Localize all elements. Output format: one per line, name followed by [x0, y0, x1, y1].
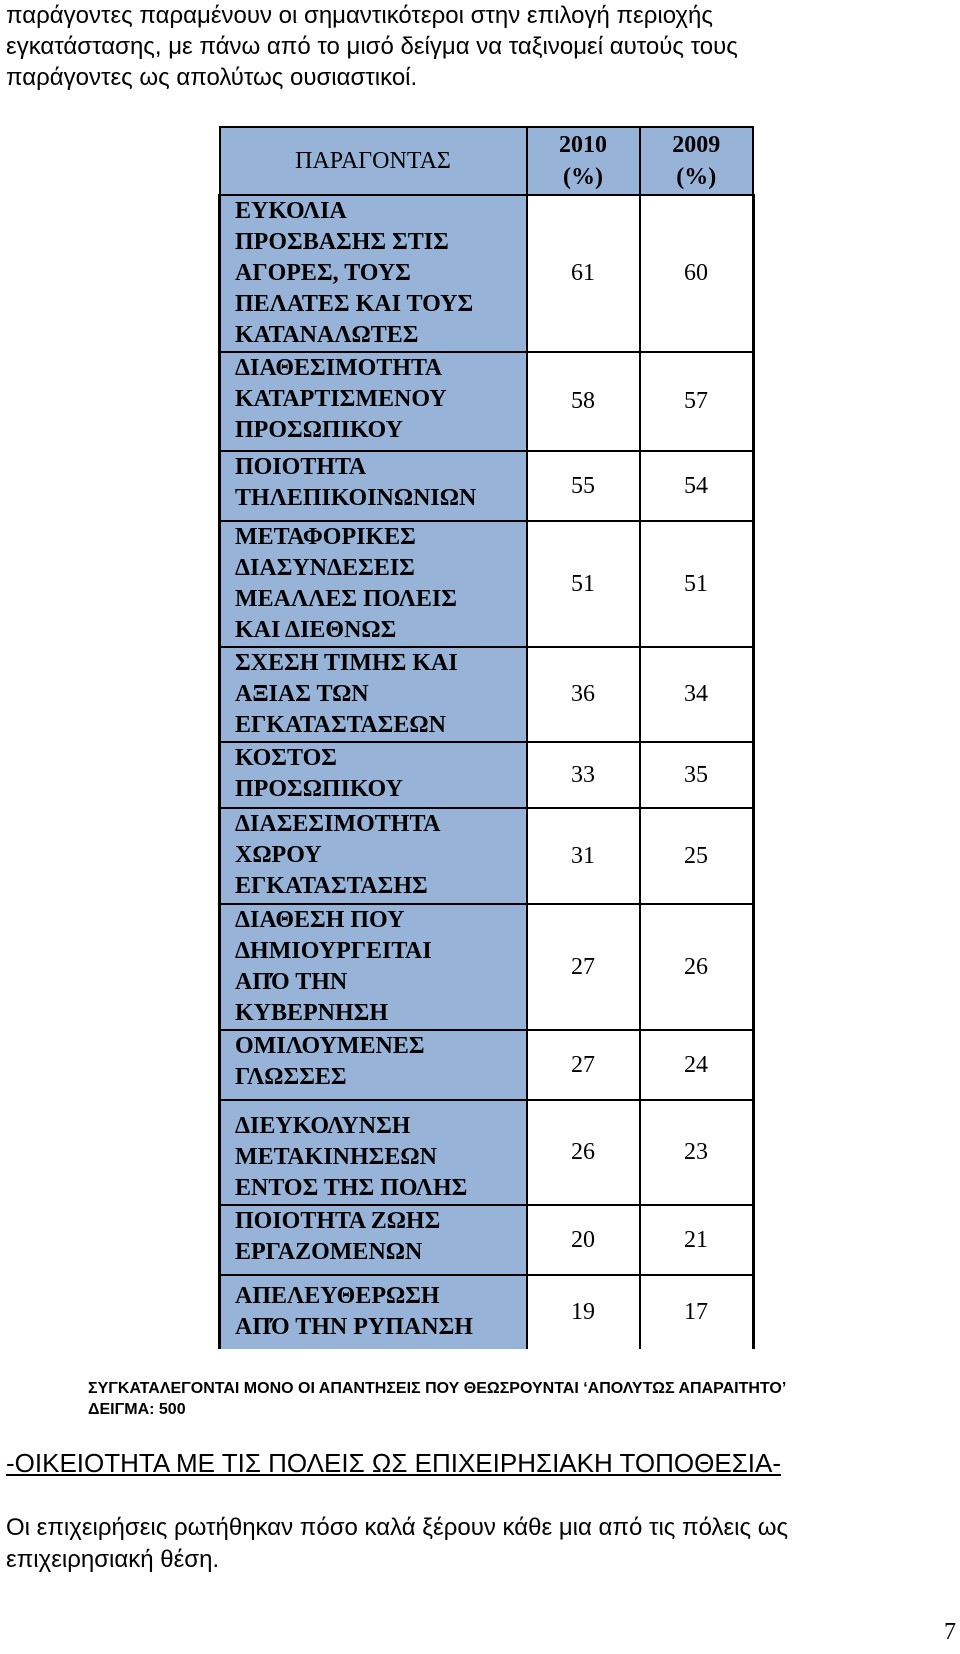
value-2009: 60 — [640, 195, 754, 352]
table-header-row — [220, 127, 754, 195]
value-2010: 31 — [527, 808, 640, 904]
factor-line: ΔΙΑΘΕΣΙΜΟΤΗΤΑ — [235, 355, 443, 381]
factor-line: ΕΡΓΑΖΟΜΕΝΩΝ — [235, 1239, 423, 1265]
factor-line: ΑΓΟΡΕΣ, ΤΟΥΣ — [235, 260, 411, 286]
factor-line: ΔΙΑΘΕΣΗ ΠΟΥ — [235, 907, 405, 933]
factor-cell — [220, 1030, 527, 1100]
value-2009: 35 — [640, 742, 754, 808]
factor-line: ΚΑΙ ΔΙΕΘΝΩΣ — [235, 617, 397, 643]
factor-line: ΓΛΩΣΣΕΣ — [235, 1064, 347, 1090]
table-footnote — [88, 1378, 948, 1420]
value-2009: 17 — [640, 1275, 754, 1349]
factor-line: ΤΗΛΕΠΙΚΟΙΝΩΝΙΩΝ — [235, 485, 477, 511]
value-2009: 54 — [640, 451, 754, 521]
value-2010: 19 — [527, 1275, 640, 1349]
header-2009-year: 2009 — [672, 132, 721, 158]
factor-line: ΠΟΙΟΤΗΤΑ — [235, 454, 367, 480]
factor-line: ΕΓΚΑΤΑΣΤΑΣΕΩΝ — [235, 712, 446, 738]
header-2010-unit: (%) — [563, 164, 603, 190]
factor-cell — [220, 808, 527, 904]
factor-line: ΚΑΤΑΡΤΙΣΜΕΝΟΥ — [235, 386, 447, 412]
factor-line: ΑΠΌ ΤΗΝ ΡΥΠΑΝΣΗ — [235, 1314, 473, 1340]
body-line: επιχειρησιακή θέση. — [6, 1546, 220, 1573]
factor-cell — [220, 904, 527, 1030]
factor-line: ΑΠΌ ΤΗΝ — [235, 969, 348, 995]
value-2010: 33 — [527, 742, 640, 808]
header-2009 — [640, 127, 754, 195]
factor-line: ΑΠΕΛΕΥΘΕΡΩΣΗ — [235, 1283, 440, 1309]
factor-line: ΠΟΙΟΤΗΤΑ ΖΩΗΣ — [235, 1208, 441, 1234]
value-2010: 20 — [527, 1205, 640, 1275]
factor-line: ΚΑΤΑΝΑΛΩΤΕΣ — [235, 322, 419, 348]
section-title: -ΟΙΚΕΙΟΤΗΤΑ ΜΕ ΤΙΣ ΠΟΛΕΙΣ ΩΣ ΕΠΙΧΕΙΡΗΣΙΑΚΗ ΤΟΠΟΘΕΣΙΑ- — [6, 1448, 781, 1478]
table-row — [220, 352, 754, 451]
intro-paragraph — [6, 0, 936, 93]
location-factors-table — [218, 126, 755, 1349]
table-row — [220, 1030, 754, 1100]
factor-line: ΔΗΜΙΟΥΡΓΕΙΤΑΙ — [235, 938, 432, 964]
factor-line: ΠΡΟΣΒΑΣΗΣ ΣΤΙΣ — [235, 229, 449, 255]
factor-line: ΑΞΙΑΣ ΤΩΝ — [235, 681, 369, 707]
factor-line: ΚΟΣΤΟΣ — [235, 745, 337, 771]
factor-line: ΠΡΟΣΩΠΙΚΟΥ — [235, 417, 403, 443]
factor-line: ΕΥΚΟΛΙΑ — [235, 198, 347, 224]
factor-line: ΔΙΕΥΚΟΛΥΝΣΗ — [235, 1113, 411, 1139]
factor-line: ΔΙΑΣΥΝΔΕΣΕΙΣ — [235, 555, 415, 581]
factor-line: ΠΕΛΑΤΕΣ ΚΑΙ ΤΟΥΣ — [235, 291, 474, 317]
value-2009: 23 — [640, 1100, 754, 1205]
page-number: 7 — [944, 1619, 956, 1645]
factor-cell — [220, 521, 527, 647]
table-row — [220, 195, 754, 352]
table-row — [220, 1100, 754, 1205]
sample-size: ΔΕΙΓΜΑ: 500 — [88, 1401, 186, 1418]
value-2010: 58 — [527, 352, 640, 451]
factor-line: ΠΡΟΣΩΠΙΚΟΥ — [235, 776, 403, 802]
factor-cell — [220, 352, 527, 451]
factor-line: ΜΕΤΑΚΙΝΗΣΕΩΝ — [235, 1144, 437, 1170]
factor-line: ΟΜΙΛΟΥΜΕΝΕΣ — [235, 1033, 425, 1059]
header-2010-year: 2010 — [559, 132, 607, 158]
intro-line: παράγοντες παραμένουν οι σημαντικότεροι στην επιλογή περιοχής — [6, 2, 713, 29]
body-paragraph — [6, 1512, 936, 1576]
table-row — [220, 647, 754, 742]
value-2010: 36 — [527, 647, 640, 742]
value-2010: 26 — [527, 1100, 640, 1205]
value-2009: 57 — [640, 352, 754, 451]
intro-line: παράγοντες ως απολύτως ουσιαστικοί. — [6, 64, 418, 91]
table-row — [220, 904, 754, 1030]
value-2009: 24 — [640, 1030, 754, 1100]
table-row — [220, 808, 754, 904]
value-2009: 26 — [640, 904, 754, 1030]
value-2010: 61 — [527, 195, 640, 352]
table-row — [220, 521, 754, 647]
factor-line: ΚΥΒΕΡΝΗΣΗ — [235, 1000, 389, 1026]
value-2010: 55 — [527, 451, 640, 521]
header-factor: ΠΑΡΑΓΟΝΤΑΣ — [220, 127, 527, 195]
factor-cell — [220, 1275, 527, 1349]
value-2009: 25 — [640, 808, 754, 904]
value-2009: 51 — [640, 521, 754, 647]
table-row — [220, 1205, 754, 1275]
intro-line: εγκατάστασης, με πάνω από το μισό δείγμα να ταξινομεί αυτούς τους — [6, 33, 738, 60]
header-2010 — [527, 127, 640, 195]
factor-cell — [220, 451, 527, 521]
value-2009: 34 — [640, 647, 754, 742]
table-row — [220, 451, 754, 521]
footnote-line: ΣΥΓΚΑΤΑΛΕΓΟΝΤΑΙ ΜΟΝΟ ΟΙ ΑΠΑΝΤΗΣΕΙΣ ΠΟΥ ΘΕΩΣΡΟΥΝΤΑΙ ‘ΑΠΟΛΥΤΩΣ ΑΠΑΡΑΙΤΗΤΟ’ — [88, 1380, 787, 1397]
factor-cell — [220, 647, 527, 742]
factor-line: ΣΧΕΣΗ ΤΙΜΗΣ ΚΑΙ — [235, 650, 458, 676]
factor-cell — [220, 1100, 527, 1205]
body-line: Οι επιχειρήσεις ρωτήθηκαν πόσο καλά ξέρουν κάθε μια από τις πόλεις ως — [6, 1514, 789, 1541]
factor-cell — [220, 742, 527, 808]
factor-line: ΕΓΚΑΤΑΣΤΑΣΗΣ — [235, 873, 428, 899]
value-2010: 27 — [527, 904, 640, 1030]
value-2010: 51 — [527, 521, 640, 647]
factor-line: ΔΙΑΣΕΣΙΜΟΤΗΤΑ — [235, 811, 441, 837]
header-2009-unit: (%) — [676, 164, 717, 190]
factor-cell — [220, 1205, 527, 1275]
factor-cell — [220, 195, 527, 352]
factor-line: ΧΩΡΟΥ — [235, 842, 322, 868]
factor-line: ΜΕΑΛΛΕΣ ΠΟΛΕΙΣ — [235, 586, 457, 612]
factor-line: ΕΝΤΟΣ ΤΗΣ ΠΟΛΗΣ — [235, 1175, 468, 1201]
table-row — [220, 1275, 754, 1349]
factor-line: ΜΕΤΑΦΟΡΙΚΕΣ — [235, 524, 416, 550]
table-row — [220, 742, 754, 808]
value-2009: 21 — [640, 1205, 754, 1275]
value-2010: 27 — [527, 1030, 640, 1100]
